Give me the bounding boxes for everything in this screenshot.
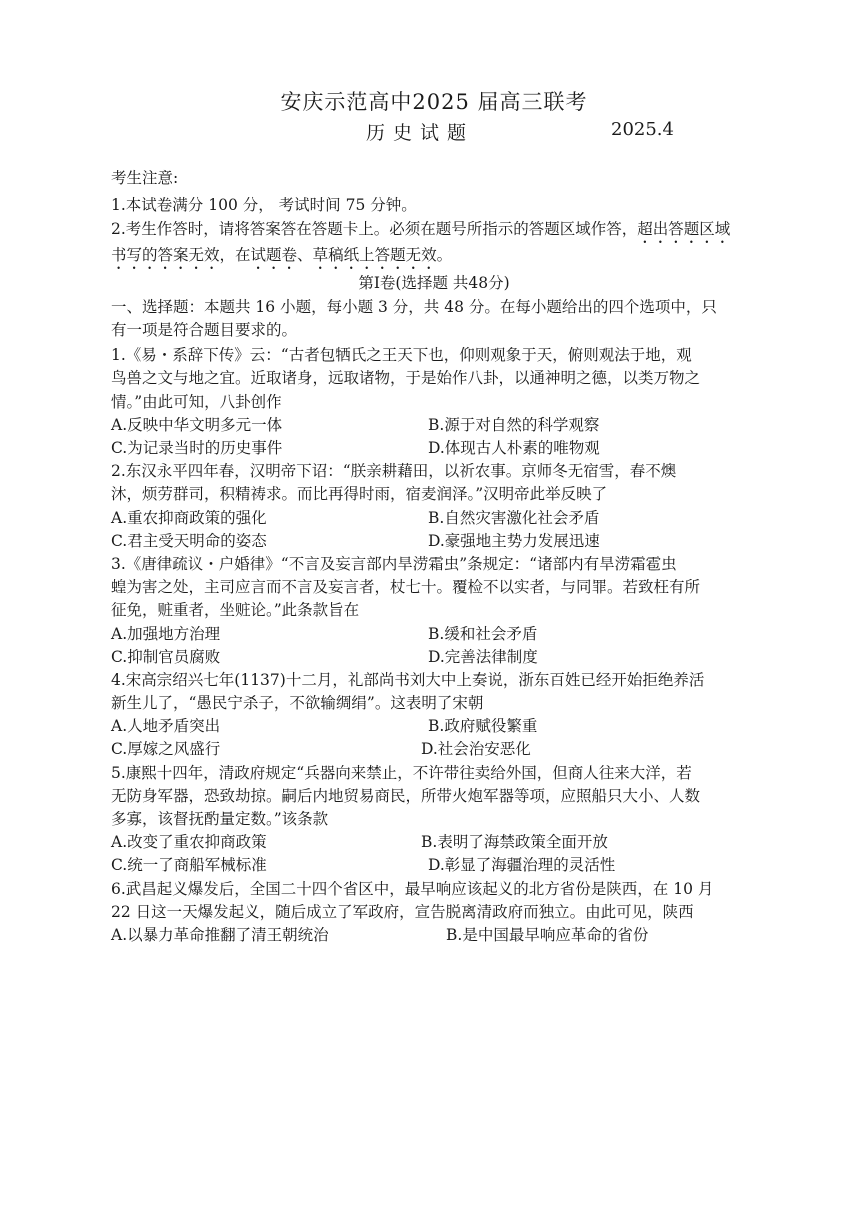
- question-4-option-c: C.厚嫁之风盛行: [111, 740, 221, 758]
- question-6-option-a: A.以暴力革命推翻了清王朝统治: [111, 926, 329, 944]
- question-5-line-3: 多寡，该督抚酌量定数。”该条款: [111, 810, 329, 828]
- notice-item-1: 1.本试卷满分 100 分， 考试时间 75 分钟。: [111, 196, 417, 214]
- question-3-option-b: B.缓和社会矛盾: [428, 625, 538, 643]
- question-2-option-c: C.君主受天明命的姿态: [111, 532, 267, 550]
- notice-item-2-emphasis-4: 草稿纸上答题无效: [312, 246, 437, 264]
- question-4-line-1: 4.宋高宗绍兴七年(1137)十二月，礼部尚书刘大中上奏说，浙东百姓已经开始拒绝养活: [111, 671, 705, 689]
- question-1-line-3: 情。”由此可知，八卦创作: [111, 393, 282, 411]
- exam-date: 2025.4: [611, 119, 674, 140]
- question-1-line-1: 1.《易・系辞下传》云：“古者包牺氏之王天下也，仰则观象于天，俯则观法于地，观: [111, 346, 692, 364]
- question-3-option-d: D.完善法律制度: [428, 648, 538, 666]
- question-2-option-a: A.重农抑商政策的强化: [111, 509, 267, 527]
- question-5-option-d: D.彰显了海疆治理的灵活性: [428, 856, 616, 874]
- notice-item-2-emphasis-3: 试题卷: [250, 246, 298, 264]
- notice-item-2-text-a: 2.考生作答时，请将答案答在答题卡上。必须在题号所指示的答题区域作答，: [111, 220, 638, 238]
- question-1-option-b: B.源于对自然的科学观察: [428, 416, 600, 434]
- notice-item-2-emphasis-1: 超出答题区域: [637, 220, 731, 238]
- notice-heading: 考生注意:: [111, 169, 179, 187]
- question-5-line-2: 无防身军器，恐致劫掠。嗣后内地贸易商民，所带火炮军器等项，应照船只大小、人数: [111, 787, 701, 805]
- question-3-line-2: 蝗为害之处，主司应言而不言及妄言者，杖七十。覆检不以实者，与同罪。若致枉有所: [111, 578, 701, 596]
- question-5-line-1: 5.康熙十四年，清政府规定“兵器向来禁止，不许带往卖给外国，但商人往来大洋，若: [111, 764, 692, 782]
- question-2-line-1: 2.东汉永平四年春，汉明帝下诏：“朕亲耕藉田，以祈农事。京师冬无宿雪，春不燠: [111, 462, 677, 480]
- question-2-option-b: B.自然灾害激化社会矛盾: [428, 509, 600, 527]
- notice-item-2-text-d: 。: [436, 246, 453, 264]
- question-3-line-3: 征免，赃重者，坐赃论。”此条款旨在: [111, 601, 360, 619]
- section-title: 第Ⅰ卷(选择题 共48分): [358, 274, 510, 292]
- section-intro-line-2: 有一项是符合题目要求的。: [111, 321, 298, 339]
- question-5-option-c: C.统一了商船军械标准: [111, 856, 267, 874]
- question-1-option-d: D.体现古人朴素的唯物观: [428, 439, 600, 457]
- question-6-line-1: 6.武昌起义爆发后，全国二十四个省区中，最早响应该起义的北方省份是陕西，在 10 月: [111, 880, 714, 898]
- section-intro-line-1: 一、选择题：本题共 16 小题，每小题 3 分，共 48 分。在每小题给出的四个选项中，只: [111, 298, 717, 316]
- question-2-option-d: D.豪强地主势力发展迅速: [428, 532, 600, 550]
- question-4-option-b: B.政府赋役繁重: [428, 717, 538, 735]
- question-6-line-2: 22 日这一天爆发起义，随后成立了军政府，宣告脱离清政府而独立。由此可见，陕西: [111, 903, 694, 921]
- notice-item-2: [111, 218, 730, 247]
- question-4-option-a: A.人地矛盾突出: [111, 717, 221, 735]
- question-4-option-d: D.社会治安恶化: [421, 740, 531, 758]
- exam-subject: 历史试题: [366, 122, 475, 144]
- notice-item-2-text-b: ，在: [219, 246, 251, 264]
- notice-item-2-text-c: 、: [297, 246, 313, 264]
- exam-title: 安庆示范高中2025 届高三联考: [280, 90, 588, 114]
- notice-item-2-cont: [111, 244, 452, 273]
- question-2-line-2: 沐，烦劳群司，积精祷求。而比再得时雨，宿麦润泽。”汉明帝此举反映了: [111, 485, 608, 503]
- question-4-line-2: 新生儿了，“愚民宁杀子，不欲输绸绢”。这表明了宋朝: [111, 694, 484, 712]
- question-1-option-a: A.反映中华文明多元一体: [111, 416, 283, 434]
- question-3-option-c: C.抑制官员腐败: [111, 648, 221, 666]
- question-3-option-a: A.加强地方治理: [111, 625, 221, 643]
- question-5-option-a: A.改变了重农抑商政策: [111, 833, 267, 851]
- notice-item-2-emphasis-2: 书写的答案无效: [111, 246, 220, 264]
- question-6-option-b: B.是中国最早响应革命的省份: [446, 926, 649, 944]
- question-1-line-2: 鸟兽之文与地之宜。近取诸身，远取诸物，于是始作八卦，以通神明之德，以类万物之: [111, 369, 701, 387]
- question-3-line-1: 3.《唐律疏议・户婚律》“不言及妄言部内旱涝霜虫”条规定：“诸部内有旱涝霜雹虫: [111, 555, 677, 573]
- question-1-option-c: C.为记录当时的历史事件: [111, 439, 283, 457]
- question-5-option-b: B.表明了海禁政策全面开放: [421, 833, 608, 851]
